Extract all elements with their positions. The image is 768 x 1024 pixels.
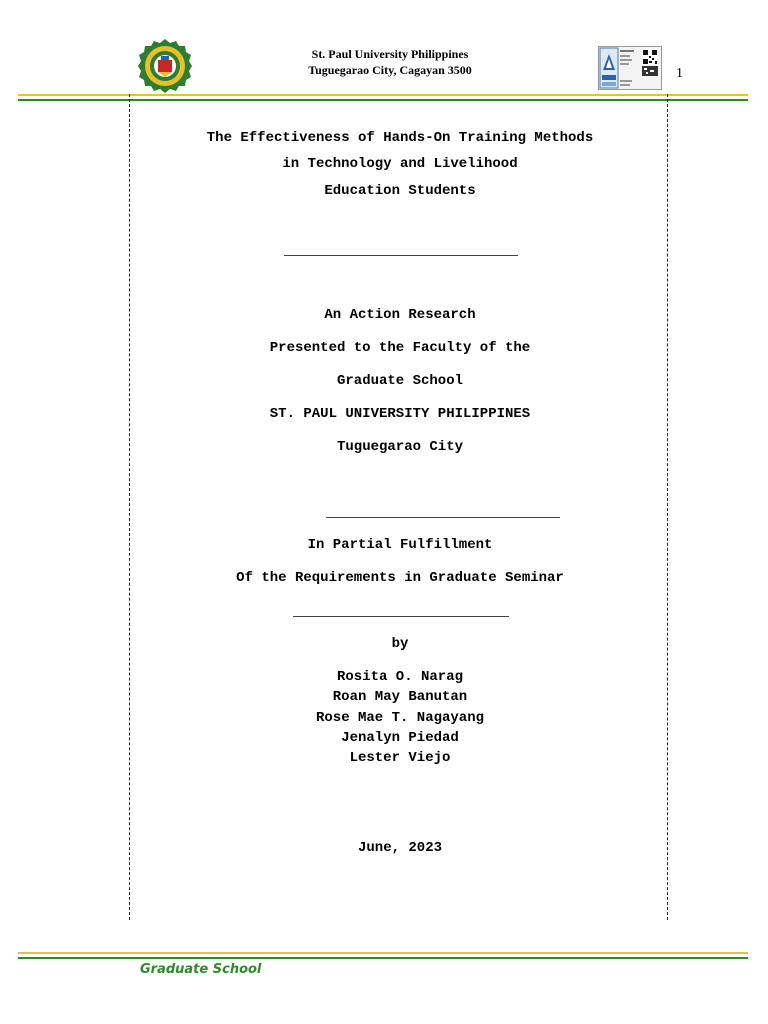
separator-line <box>293 616 509 617</box>
author-4: Jenalyn Piedad <box>341 730 459 746</box>
university-seal-icon <box>137 38 193 94</box>
submission-line-2: Presented to the Faculty of the <box>269 340 531 356</box>
fulfillment-line-2: Of the Requirements in Graduate Seminar <box>236 570 564 586</box>
submission-date: June, 2023 <box>357 840 442 856</box>
university-name: St. Paul University Philippines <box>311 47 469 61</box>
fulfillment-line-1: In Partial Fulfillment <box>307 537 493 553</box>
separator-line <box>326 517 560 518</box>
author-3: Rose Mae T. Nagayang <box>315 710 485 726</box>
page-number: 1 <box>676 66 683 81</box>
submission-line-5: Tuguegarao City <box>336 439 464 455</box>
certification-badge-icon <box>598 46 662 90</box>
footer-rule-green <box>18 957 748 959</box>
submission-line-1: An Action Research <box>324 307 476 323</box>
header-rule-green <box>18 99 748 101</box>
by-label: by <box>391 636 409 652</box>
university-address: Tuguegarao City, Cagayan 3500 <box>308 63 472 77</box>
submission-line-4: ST. PAUL UNIVERSITY PHILIPPINES <box>269 406 531 422</box>
footer-rule-gold <box>18 952 748 954</box>
footer-graduate-school: Graduate School <box>140 962 262 977</box>
author-2: Roan May Banutan <box>332 689 468 705</box>
header-rule-gold <box>18 94 748 96</box>
author-5: Lester Viejo <box>349 750 451 766</box>
title-line-2: in Technology and Livelihood <box>282 156 518 172</box>
separator-line <box>284 255 518 256</box>
title-line-1: The Effectiveness of Hands-On Training Methods <box>206 130 594 146</box>
right-margin-line <box>667 94 668 920</box>
author-1: Rosita O. Narag <box>336 669 464 685</box>
left-margin-line <box>129 94 130 920</box>
title-line-3: Education Students <box>324 183 476 199</box>
submission-line-3: Graduate School <box>336 373 464 389</box>
